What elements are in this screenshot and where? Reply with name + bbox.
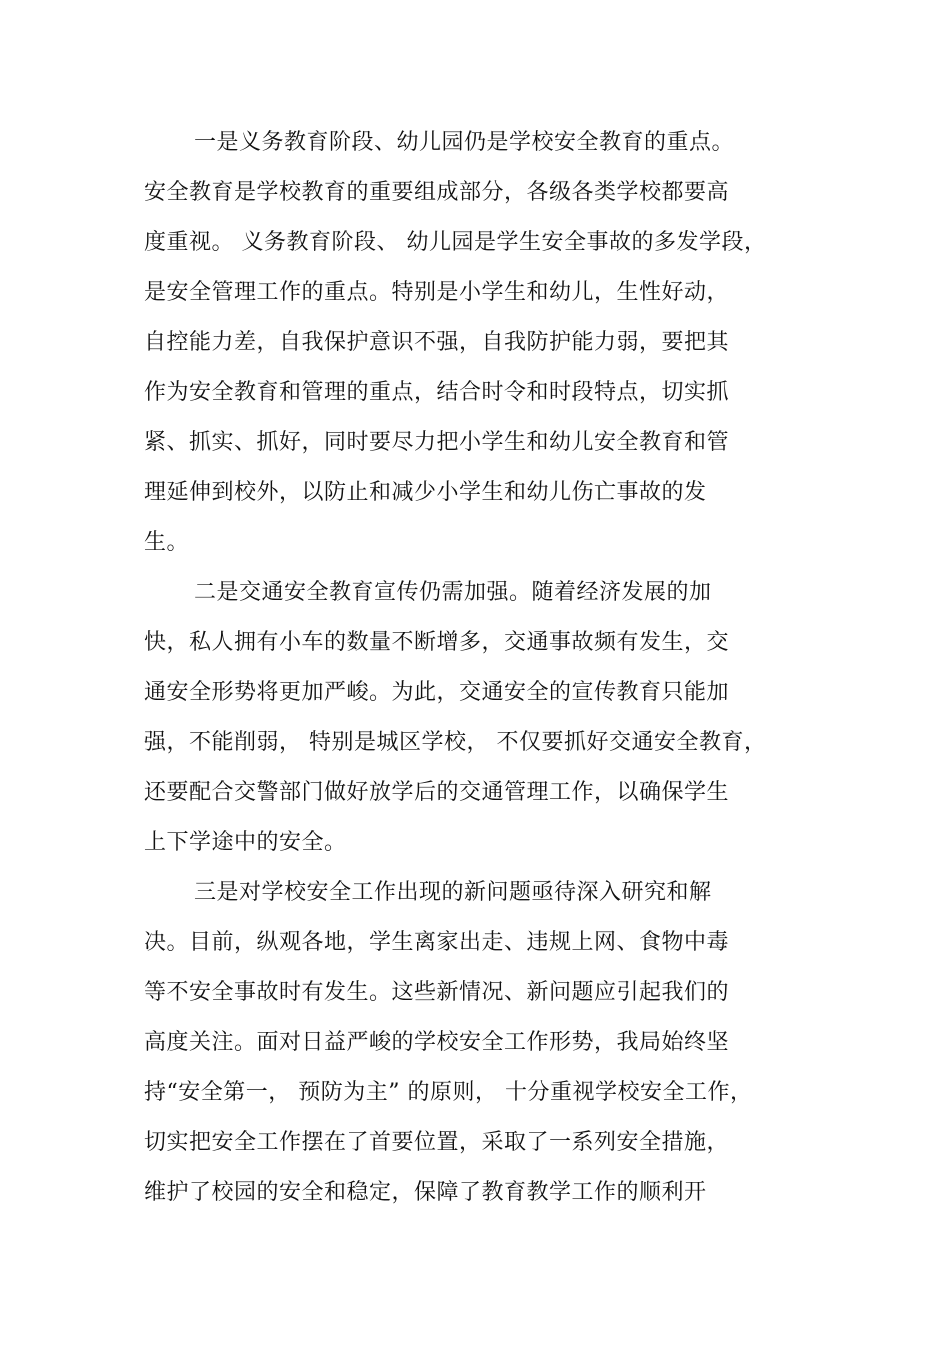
text-line: 高度关注。面对日益严峻的学校安全工作形势，我局始终坚 (144, 1030, 730, 1055)
text-line: 紧、抓实、抓好，同时要尽力把小学生和幼儿安全教育和管 (144, 430, 730, 455)
text-line: 安全教育是学校教育的重要组成部分，各级各类学校都要高 (144, 180, 730, 205)
text-line: 生。 (144, 530, 190, 555)
text-line: 强，不能削弱， 特别是城区学校， 不仅要抓好交通安全教育， (144, 730, 767, 755)
text-line: 决。目前，纵观各地，学生离家出走、违规上网、食物中毒 (144, 930, 730, 955)
text-line: 等不安全事故时有发生。这些新情况、新问题应引起我们的 (144, 980, 730, 1005)
text-line: 快，私人拥有小车的数量不断增多，交通事故频有发生，交 (144, 630, 730, 655)
text-line: 还要配合交警部门做好放学后的交通管理工作，以确保学生 (144, 780, 730, 805)
text-line: 切实把安全工作摆在了首要位置，采取了一系列安全措施， (144, 1130, 730, 1155)
text-line: 一是义务教育阶段、幼儿园仍是学校安全教育的重点。 (194, 130, 735, 155)
text-line: 是安全管理工作的重点。特别是小学生和幼儿，生性好动， (144, 280, 730, 305)
text-line: 维护了校园的安全和稳定，保障了教育教学工作的顺利开 (144, 1180, 707, 1205)
text-line: 上下学途中的安全。 (144, 830, 347, 855)
text-line: 通安全形势将更加严峻。为此，交通安全的宣传教育只能加 (144, 680, 730, 705)
text-line: 二是交通安全教育宣传仍需加强。随着经济发展的加 (194, 580, 712, 605)
text-line: 作为安全教育和管理的重点，结合时令和时段特点，切实抓 (144, 380, 730, 405)
text-line: 度重视。 义务教育阶段、 幼儿园是学生安全事故的多发学段， (144, 230, 767, 255)
text-line: 理延伸到校外，以防止和减少小学生和幼儿伤亡事故的发 (144, 480, 707, 505)
text-line: 三是对学校安全工作出现的新问题亟待深入研究和解 (194, 880, 712, 905)
text-line: 持“安全第一， 预防为主” 的原则， 十分重视学校安全工作， (144, 1080, 753, 1105)
text-line: 自控能力差，自我保护意识不强，自我防护能力弱，要把其 (144, 330, 730, 355)
